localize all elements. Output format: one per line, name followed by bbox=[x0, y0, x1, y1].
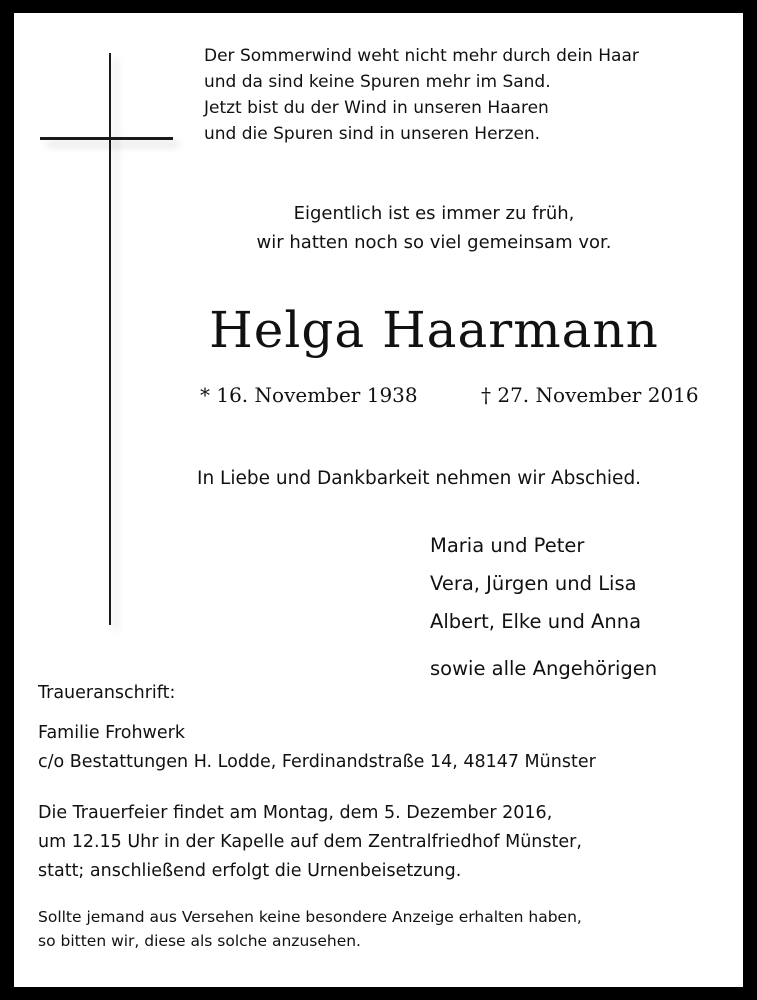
service-line: statt; anschließend erfolgt die Urnenbeisetzung. bbox=[38, 861, 462, 881]
birth-date: * 16. November 1938 bbox=[200, 383, 418, 407]
death-date: † 27. November 2016 bbox=[481, 383, 699, 407]
family-member: Maria und Peter bbox=[430, 534, 585, 557]
obituary-page bbox=[14, 13, 743, 987]
family-member: Albert, Elke und Anna bbox=[430, 610, 642, 633]
service-line: um 12.15 Uhr in der Kapelle auf dem Zentralfriedhof Münster, bbox=[38, 832, 582, 852]
relatives-text: sowie alle Angehörigen bbox=[430, 657, 658, 680]
address-line: Familie Frohwerk bbox=[38, 723, 185, 743]
notice-note bbox=[38, 905, 582, 953]
service-info bbox=[38, 799, 582, 886]
address-line: c/o Bestattungen H. Lodde, Ferdinandstraße 14, 48147 Münster bbox=[38, 752, 596, 772]
cross-icon-horizontal bbox=[40, 137, 173, 140]
quote bbox=[164, 199, 704, 257]
note-line: Sollte jemand aus Versehen keine besondere Anzeige erhalten haben, bbox=[38, 908, 582, 926]
family-member: Vera, Jürgen und Lisa bbox=[430, 572, 637, 595]
poem-line: Jetzt bist du der Wind in unseren Haaren bbox=[204, 98, 549, 118]
deceased-name: Helga Haarmann bbox=[209, 301, 659, 359]
quote-line: Eigentlich ist es immer zu früh, bbox=[293, 203, 575, 224]
farewell-text: In Liebe und Dankbarkeit nehmen wir Abschied. bbox=[197, 468, 642, 489]
poem-line: und da sind keine Spuren mehr im Sand. bbox=[204, 72, 551, 92]
poem bbox=[204, 43, 639, 147]
service-line: Die Trauerfeier findet am Montag, dem 5. Dezember 2016, bbox=[38, 803, 553, 823]
note-line: so bitten wir, diese als solche anzusehen. bbox=[38, 932, 361, 950]
poem-line: Der Sommerwind weht nicht mehr durch dein Haar bbox=[204, 46, 639, 66]
poem-line: und die Spuren sind in unseren Herzen. bbox=[204, 124, 541, 144]
family-list bbox=[430, 527, 641, 641]
mourning-address bbox=[38, 719, 596, 777]
quote-line: wir hatten noch so viel gemeinsam vor. bbox=[256, 232, 612, 253]
address-heading: Traueranschrift: bbox=[38, 683, 176, 703]
